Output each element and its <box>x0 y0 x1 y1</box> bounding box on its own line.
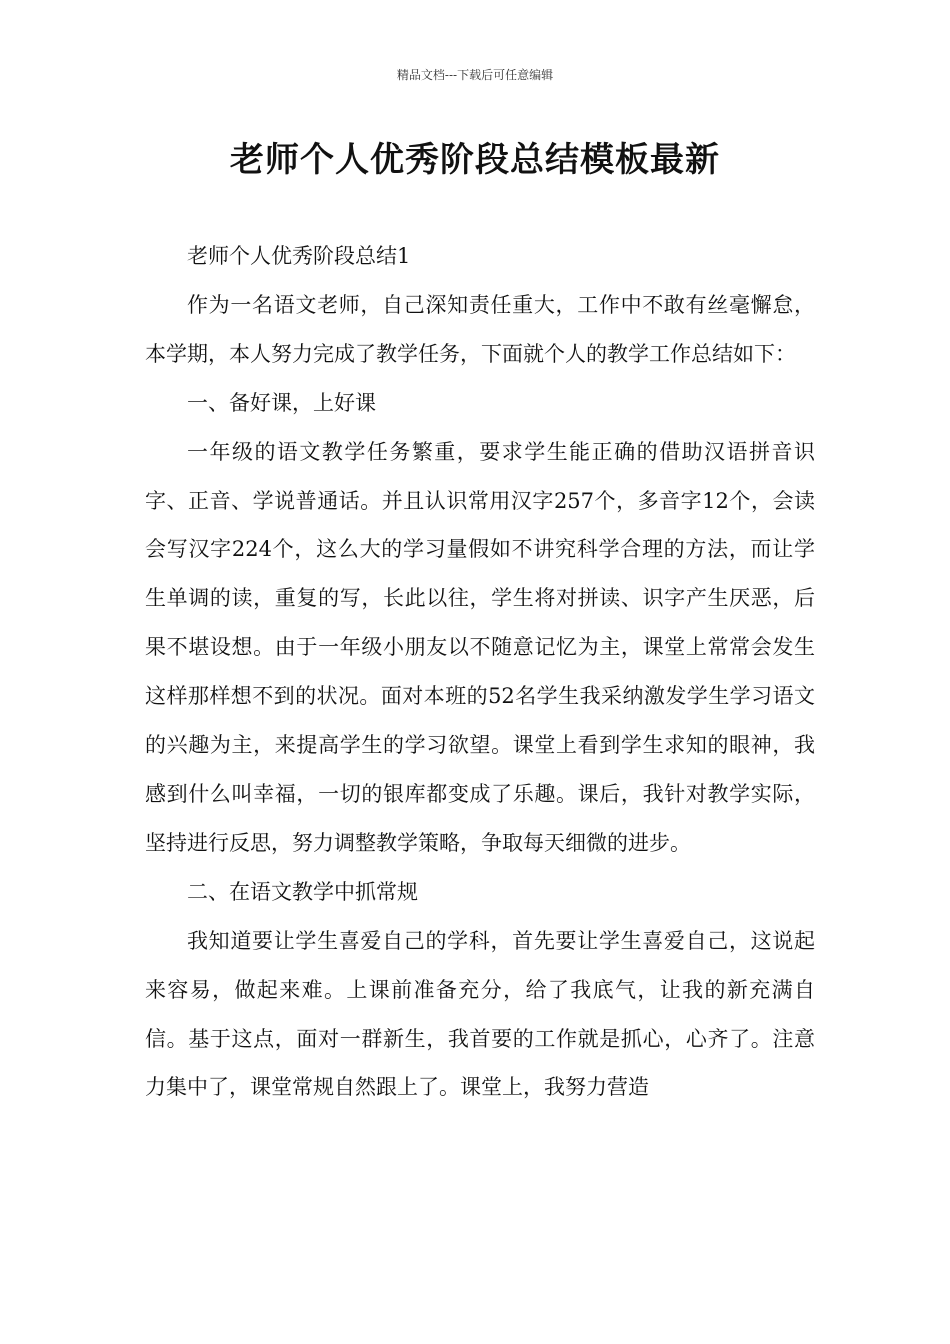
paragraph: 作为一名语文老师，自己深知责任重大，工作中不敢有丝毫懈怠，本学期，本人努力完成了教学任务，下面就个人的教学工作总结如下： <box>145 292 815 366</box>
header-note: 精品文档---下载后可任意编辑 <box>396 68 554 82</box>
subheading: 二、在语文教学中抓常规 <box>187 879 418 904</box>
document-title: 老师个人优秀阶段总结模板最新 <box>230 140 720 180</box>
subheading: 一、备好课，上好课 <box>187 390 376 415</box>
paragraph: 一年级的语文教学任务繁重，要求学生能正确的借助汉语拼音识字、正音、学说普通话。并且认识常用汉字257个，多音字12个，会读会写汉字224个，这么大的学习量假如不讲究科学合理的方法，而让学生单调的读，重复的写，长此以往，学生将对拼读、识字产生厌恶，后果不堪设想。由于一年级小朋友以不随意记忆为主，课堂上常常会发生这样那样想不到的状况。面对本班的52名学生我采纳激发学生学习语文的兴趣为主，来提高学生的学习欲望。课堂上看到学生求知的眼神，我感到什么叫幸福，一切的银库都变成了乐趣。课后，我针对教学实际，坚持进行反思，努力调整教学策略，争取每天细微的进步。 <box>145 439 815 855</box>
section-heading: 老师个人优秀阶段总结1 <box>187 244 411 268</box>
paragraph: 我知道要让学生喜爱自己的学科，首先要让学生喜爱自己，这说起来容易，做起来难。上课前准备充分，给了我底气，让我的新充满自信。基于这点，面对一群新生，我首要的工作就是抓心，心齐了。注意力集中了，课堂常规自然跟上了。课堂上，我努力营造 <box>145 928 815 1100</box>
document-body <box>145 232 815 1112</box>
